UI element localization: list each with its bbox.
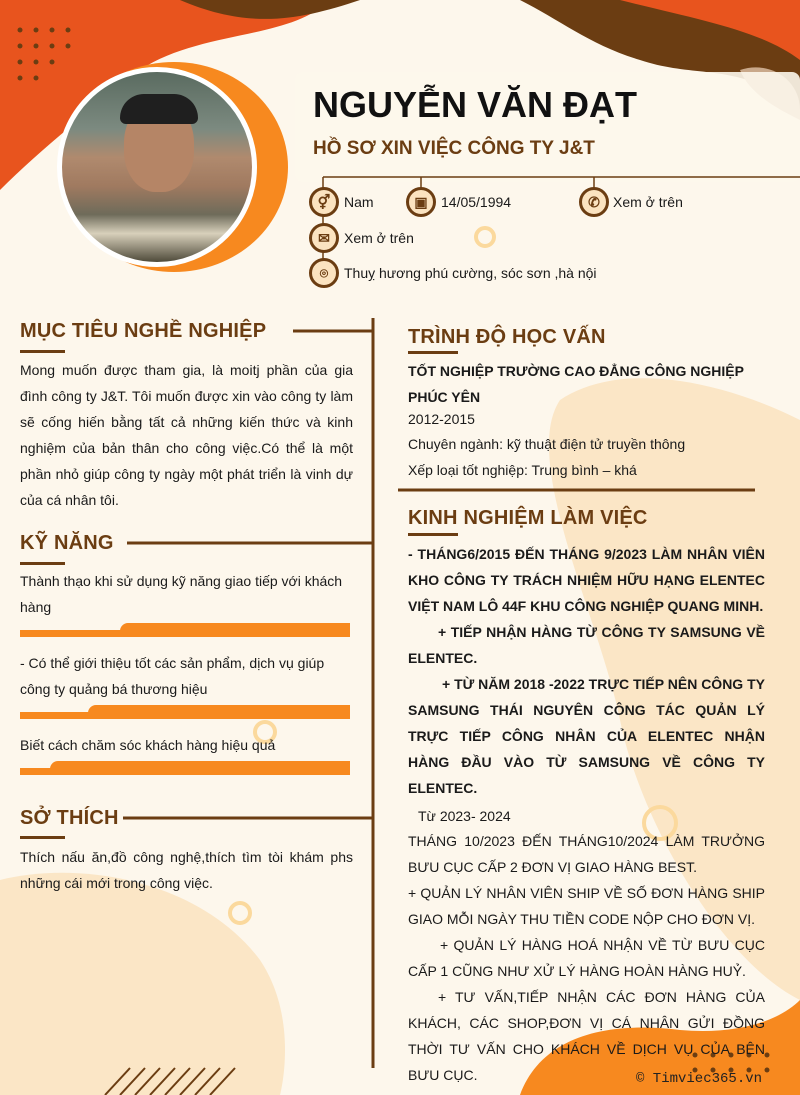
skill-item: Thành thạo khi sử dụng kỹ năng giao tiếp với khách hàng bbox=[20, 573, 343, 615]
skill-bar bbox=[20, 761, 350, 775]
heading-underline bbox=[20, 836, 65, 839]
email-icon: ✉ bbox=[309, 223, 339, 253]
calendar-icon: ▣ bbox=[406, 187, 436, 217]
job-2-period: Từ 2023- 2024 bbox=[418, 808, 511, 824]
gender-value: Nam bbox=[344, 194, 374, 210]
objective-heading: MỤC TIÊU NGHỀ NGHIỆP bbox=[20, 320, 267, 342]
job-detail: + QUẢN LÝ NHÂN VIÊN SHIP VỀ SỐ ĐƠN HÀNG SHIP GIAO MỖI NGÀY THU TIỀN CODE NỘP CHO ĐƠN VỊ. bbox=[408, 885, 765, 927]
hobbies-text: Thích nấu ăn,đồ công nghệ,thích tìm tòi khám phs những cái mới trong công việc. bbox=[20, 849, 353, 891]
dob-value: 14/05/1994 bbox=[441, 194, 512, 210]
job-detail: + QUẢN LÝ HÀNG HOÁ NHẬN VỀ TỪ BƯU CỤC CẤP 1 CŨNG NHƯ XỬ LÝ HÀNG HOÀN HÀNG HUỶ. bbox=[408, 937, 765, 979]
heading-underline bbox=[408, 351, 458, 354]
skill-bar bbox=[20, 623, 350, 637]
skills-heading: KỸ NĂNG bbox=[20, 532, 114, 554]
skill-bar bbox=[20, 705, 350, 719]
education-years: 2012-2015 bbox=[408, 411, 475, 427]
objective-text: Mong muốn được tham gia, là moitj phần của gia đình công ty J&T. Tôi muốn được xin vào công ty làm sẽ cống hiến bằng tất cả những kiến thức và kinh nghiệm của bản thân cho công việc.Có thể là một phần nhỏ giúp công ty ngày một phát triển là vinh dự của cá nhân tôi. bbox=[20, 362, 353, 508]
watermark: © Timviec365.vn bbox=[636, 1071, 763, 1087]
education-school: TỐT NGHIỆP TRƯỜNG CAO ĐẲNG CÔNG NGHIỆP PHÚC YÊN bbox=[408, 363, 744, 405]
experience-heading: KINH NGHIỆM LÀM VIỆC bbox=[408, 507, 648, 529]
phone-icon: ✆ bbox=[579, 187, 609, 217]
education-grade: Xếp loại tốt nghiệp: Trung bình – khá bbox=[408, 462, 637, 478]
education-major: Chuyên ngành: kỹ thuật điện tử truyền thông bbox=[408, 436, 686, 452]
heading-underline bbox=[20, 562, 65, 565]
skill-item: Biết cách chăm sóc khách hàng hiệu quả bbox=[20, 737, 276, 753]
education-heading: TRÌNH ĐỘ HỌC VẤN bbox=[408, 326, 606, 348]
email-value: Xem ở trên bbox=[344, 230, 414, 246]
job-detail: + TƯ VẤN,TIẾP NHẬN CÁC ĐƠN HÀNG CỦA KHÁCH, CÁC SHOP,ĐƠN VỊ CÁ NHÂN GỬI ĐỒNG THỜI TƯ VẤN CHO KHÁCH VỀ DỊCH VỤ CỦA BÊN BƯU CỤC. bbox=[408, 989, 765, 1083]
experience-job-2 bbox=[408, 828, 765, 1088]
cv-subtitle: HỒ SƠ XIN VIỆC CÔNG TY J&T bbox=[313, 138, 595, 159]
gender-icon: ⚥ bbox=[309, 187, 339, 217]
address-value: Thuỵ hương phú cường, sóc sơn ,hà nội bbox=[344, 265, 597, 281]
phone-value: Xem ở trên bbox=[613, 194, 683, 210]
job-detail: THÁNG 10/2023 ĐẾN THÁNG10/2024 LÀM TRƯỞNG BƯU CỤC CẤP 2 ĐƠN VỊ GIAO HÀNG BEST. bbox=[408, 833, 765, 875]
avatar bbox=[57, 67, 257, 267]
job-detail: + TỪ NĂM 2018 -2022 TRỰC TIẾP NÊN CÔNG TY SAMSUNG THÁI NGUYÊN CÔNG TÁC QUẢN LÝ TRỰC TIẾP CÔNG NHÂN CỦA ELENTEC NHẬN HÀNG ĐẦU VÀO TỪ SAMSUNG VỀ CÔNG TY ELENTEC. bbox=[408, 676, 765, 796]
job-detail: + TIẾP NHẬN HÀNG TỪ CÔNG TY SAMSUNG VỀ ELENTEC. bbox=[408, 624, 765, 666]
candidate-name: NGUYỄN VĂN ĐẠT bbox=[313, 84, 638, 125]
heading-underline bbox=[20, 350, 65, 353]
job-detail: - THÁNG6/2015 ĐẾN THÁNG 9/2023 LÀM NHÂN VIÊN KHO CÔNG TY TRÁCH NHIỆM HỮU HẠNG ELENTEC VIỆT NAM LÔ 44F KHU CÔNG NGHIỆP QUANG MINH. bbox=[408, 546, 765, 614]
hobbies-heading: SỞ THÍCH bbox=[20, 807, 119, 829]
location-icon: ⌾ bbox=[309, 258, 339, 288]
experience-job-1 bbox=[408, 541, 765, 801]
skill-item: - Có thể giới thiệu tốt các sản phẩm, dịch vụ giúp công ty quảng bá thương hiệu bbox=[20, 655, 325, 697]
heading-underline bbox=[408, 533, 458, 536]
